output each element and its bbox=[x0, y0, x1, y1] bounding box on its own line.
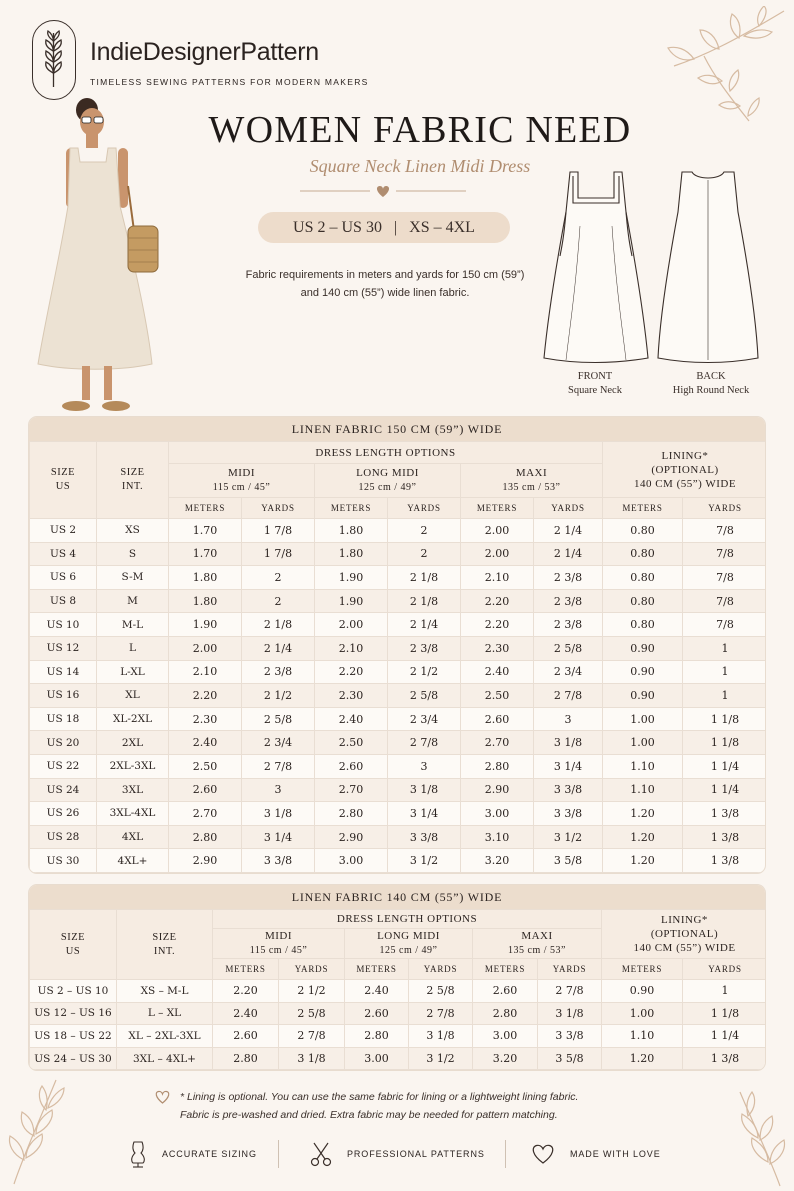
page-title: WOMEN FABRIC NEED bbox=[208, 109, 632, 151]
table-cell: 3 1/8 bbox=[534, 731, 603, 755]
table-cell: 2 5/8 bbox=[409, 980, 473, 1003]
table-cell: 7/8 bbox=[683, 589, 767, 613]
cell-size-int: S-M bbox=[97, 566, 169, 590]
table-cell: 2 7/8 bbox=[242, 754, 315, 778]
header-meters: METERS bbox=[602, 959, 683, 980]
header-midi: MIDI 115 cm / 45” bbox=[213, 929, 345, 959]
table-title: LINEN FABRIC 140 CM (55”) WIDE bbox=[29, 885, 765, 909]
table-cell: 2.90 bbox=[169, 849, 242, 873]
cell-size-us: US 16 bbox=[30, 684, 97, 708]
heart-outline-icon bbox=[154, 1090, 171, 1104]
cell-size-us: US 26 bbox=[30, 802, 97, 826]
back-sketch bbox=[656, 166, 760, 364]
front-sublabel: Square Neck bbox=[568, 385, 622, 396]
table-cell: 2 5/8 bbox=[388, 684, 461, 708]
table-cell: 3 5/8 bbox=[538, 1047, 602, 1070]
cell-size-us: US 24 bbox=[30, 778, 97, 802]
footnote-line: Fabric is pre-washed and dried. Extra fabric may be needed for pattern matching. bbox=[180, 1109, 558, 1121]
table-cell: 0.90 bbox=[603, 636, 683, 660]
cell-size-us: US 4 bbox=[30, 542, 97, 566]
cell-size-int: 2XL bbox=[97, 731, 169, 755]
table-row bbox=[30, 1002, 767, 1025]
dress-form-icon bbox=[128, 1139, 148, 1169]
table-cell: 2 bbox=[388, 519, 461, 543]
table-cell: 2.60 bbox=[213, 1025, 279, 1048]
table-cell: 1.10 bbox=[603, 754, 683, 778]
table-cell: 2 3/4 bbox=[388, 707, 461, 731]
table-cell: 1 7/8 bbox=[242, 542, 315, 566]
feature-label: ACCURATE SIZING bbox=[162, 1149, 257, 1159]
table-row bbox=[30, 731, 767, 755]
model-photo bbox=[30, 96, 165, 418]
footnote bbox=[180, 1088, 578, 1124]
table-cell: 1 bbox=[683, 636, 767, 660]
table-cell: 1.80 bbox=[169, 566, 242, 590]
table-cell: 2.40 bbox=[315, 707, 388, 731]
table-cell: 3 bbox=[388, 754, 461, 778]
back-sketch-label bbox=[656, 370, 766, 398]
header-lining: LINING* (OPTIONAL) 140 CM (55”) WIDE bbox=[603, 442, 767, 498]
table-cell: 3 1/8 bbox=[538, 1002, 602, 1025]
leaf-sprig-icon bbox=[33, 21, 74, 98]
table-row bbox=[30, 802, 767, 826]
table-row bbox=[30, 849, 767, 873]
table-cell: 3.10 bbox=[461, 825, 534, 849]
table-cell: 3 3/8 bbox=[534, 778, 603, 802]
table-cell: 7/8 bbox=[683, 566, 767, 590]
table-cell: 3 1/8 bbox=[279, 1047, 345, 1070]
header-lining: LINING* (OPTIONAL) 140 CM (55”) WIDE bbox=[602, 910, 767, 959]
table-cell: 7/8 bbox=[683, 519, 767, 543]
cell-size-int: 2XL-3XL bbox=[97, 754, 169, 778]
table-cell: 1.90 bbox=[315, 566, 388, 590]
cell-size-int: 3XL-4XL bbox=[97, 802, 169, 826]
table-cell: 2 1/2 bbox=[388, 660, 461, 684]
table-cell: 1.70 bbox=[169, 519, 242, 543]
botanical-branch-icon bbox=[4, 1074, 78, 1186]
cell-size-us: US 14 bbox=[30, 660, 97, 684]
table-cell: 2 7/8 bbox=[279, 1025, 345, 1048]
table-cell: 1.20 bbox=[602, 1047, 683, 1070]
cell-size-int: L – XL bbox=[117, 1002, 213, 1025]
table-cell: 1 1/4 bbox=[683, 778, 767, 802]
table-cell: 2.10 bbox=[315, 636, 388, 660]
header-maxi: MAXI 135 cm / 53” bbox=[461, 464, 603, 498]
header-size-int: SIZE INT. bbox=[117, 910, 213, 980]
table-row bbox=[30, 566, 767, 590]
table-cell: 3 3/8 bbox=[538, 1025, 602, 1048]
cell-size-int: XL-2XL bbox=[97, 707, 169, 731]
back-sublabel: High Round Neck bbox=[672, 385, 750, 396]
table-cell: 2.40 bbox=[461, 660, 534, 684]
header-yards: YARDS bbox=[534, 498, 603, 519]
table-cell: 1 bbox=[683, 980, 767, 1003]
table-cell: 2 3/8 bbox=[388, 636, 461, 660]
fabric-table-140 bbox=[28, 884, 766, 1071]
table-cell: 1.90 bbox=[169, 613, 242, 637]
cell-size-us: US 28 bbox=[30, 825, 97, 849]
header-yards: YARDS bbox=[683, 959, 767, 980]
table-cell: 1.00 bbox=[602, 1002, 683, 1025]
header-yards: YARDS bbox=[683, 498, 767, 519]
table-row bbox=[30, 660, 767, 684]
table-cell: 1.20 bbox=[603, 802, 683, 826]
feature-label: MADE WITH LOVE bbox=[570, 1149, 661, 1159]
cell-size-us: US 2 bbox=[30, 519, 97, 543]
table-cell: 1 1/8 bbox=[683, 707, 767, 731]
table-cell: 3 1/2 bbox=[409, 1047, 473, 1070]
table-cell: 2 bbox=[388, 542, 461, 566]
table-cell: 2.90 bbox=[461, 778, 534, 802]
table-cell: 1.10 bbox=[602, 1025, 683, 1048]
header-yards: YARDS bbox=[279, 959, 345, 980]
table-cell: 2.50 bbox=[461, 684, 534, 708]
table-cell: 3.00 bbox=[345, 1047, 409, 1070]
table-cell: 0.80 bbox=[603, 542, 683, 566]
cell-size-us: US 20 bbox=[30, 731, 97, 755]
table-cell: 2 1/8 bbox=[242, 613, 315, 637]
table-cell: 2.80 bbox=[315, 802, 388, 826]
cell-size-int: L bbox=[97, 636, 169, 660]
table-cell: 3 1/4 bbox=[534, 754, 603, 778]
table-cell: 1 1/8 bbox=[683, 1002, 767, 1025]
header-size-us: SIZE US bbox=[30, 442, 97, 519]
table-cell: 2.50 bbox=[169, 754, 242, 778]
table-cell: 0.90 bbox=[603, 684, 683, 708]
table-cell: 3.20 bbox=[461, 849, 534, 873]
table-cell: 2.40 bbox=[345, 980, 409, 1003]
table-cell: 1 bbox=[683, 684, 767, 708]
table-cell: 2 3/4 bbox=[534, 660, 603, 684]
front-sketch bbox=[540, 166, 650, 364]
table-cell: 2.80 bbox=[473, 1002, 538, 1025]
table-row bbox=[30, 825, 767, 849]
cell-size-int: 3XL bbox=[97, 778, 169, 802]
table-cell: 1.80 bbox=[315, 519, 388, 543]
cell-size-us: US 8 bbox=[30, 589, 97, 613]
heart-divider-icon bbox=[300, 184, 466, 198]
table-cell: 2.00 bbox=[461, 519, 534, 543]
table-cell: 1 7/8 bbox=[242, 519, 315, 543]
cell-size-us: US 30 bbox=[30, 849, 97, 873]
header-meters: METERS bbox=[473, 959, 538, 980]
table-cell: 3 1/8 bbox=[242, 802, 315, 826]
table-cell: 0.80 bbox=[603, 519, 683, 543]
table-body bbox=[30, 519, 767, 873]
table-cell: 1 bbox=[683, 660, 767, 684]
table-cell: 2.70 bbox=[461, 731, 534, 755]
table-cell: 2 5/8 bbox=[279, 1002, 345, 1025]
cell-size-us: US 12 – US 16 bbox=[30, 1002, 117, 1025]
table-cell: 2.70 bbox=[315, 778, 388, 802]
table-cell: 2 3/8 bbox=[242, 660, 315, 684]
brand-tagline: TIMELESS SEWING PATTERNS FOR MODERN MAKERS bbox=[90, 77, 369, 87]
table-cell: 2.80 bbox=[213, 1047, 279, 1070]
table-cell: 2 5/8 bbox=[534, 636, 603, 660]
front-label: FRONT bbox=[577, 371, 613, 382]
table-cell: 2 3/4 bbox=[242, 731, 315, 755]
cell-size-us: US 6 bbox=[30, 566, 97, 590]
table-row bbox=[30, 778, 767, 802]
table-cell: 2.60 bbox=[473, 980, 538, 1003]
table-cell: 2.30 bbox=[461, 636, 534, 660]
table-cell: 2.80 bbox=[345, 1025, 409, 1048]
cell-size-us: US 22 bbox=[30, 754, 97, 778]
table-cell: 2.60 bbox=[315, 754, 388, 778]
table-cell: 2.60 bbox=[345, 1002, 409, 1025]
header-long-midi: LONG MIDI 125 cm / 49” bbox=[345, 929, 473, 959]
header-meters: METERS bbox=[213, 959, 279, 980]
table-cell: 2 bbox=[242, 566, 315, 590]
table-cell: 2.20 bbox=[461, 613, 534, 637]
table-cell: 7/8 bbox=[683, 542, 767, 566]
table-cell: 3 bbox=[242, 778, 315, 802]
cell-size-us: US 12 bbox=[30, 636, 97, 660]
size-range-badge: US 2 – US 30 | XS – 4XL bbox=[258, 212, 510, 243]
feature-item bbox=[128, 1139, 278, 1169]
back-label: BACK bbox=[696, 371, 726, 382]
features-bar bbox=[128, 1138, 668, 1170]
cell-size-int: S bbox=[97, 542, 169, 566]
table-cell: 1.90 bbox=[315, 589, 388, 613]
table-cell: 3 1/4 bbox=[242, 825, 315, 849]
botanical-branch-icon bbox=[716, 1086, 790, 1188]
table-cell: 2 1/2 bbox=[242, 684, 315, 708]
cell-size-us: US 2 – US 10 bbox=[30, 980, 117, 1003]
table-cell: 1.20 bbox=[603, 825, 683, 849]
table-cell: 1 1/8 bbox=[683, 731, 767, 755]
table-cell: 1 1/4 bbox=[683, 1025, 767, 1048]
cell-size-int: 4XL bbox=[97, 825, 169, 849]
heart-icon bbox=[530, 1143, 556, 1165]
table-cell: 1.00 bbox=[603, 707, 683, 731]
table-cell: 1 1/4 bbox=[683, 754, 767, 778]
table-cell: 1 3/8 bbox=[683, 802, 767, 826]
table-cell: 2.80 bbox=[169, 825, 242, 849]
cell-size-us: US 18 – US 22 bbox=[30, 1025, 117, 1048]
table-cell: 2.90 bbox=[315, 825, 388, 849]
table-cell: 2 1/8 bbox=[388, 589, 461, 613]
table-cell: 1.70 bbox=[169, 542, 242, 566]
table-cell: 3 3/8 bbox=[534, 802, 603, 826]
table-cell: 1.00 bbox=[603, 731, 683, 755]
table-cell: 3 bbox=[534, 707, 603, 731]
table-cell: 7/8 bbox=[683, 613, 767, 637]
intro-text bbox=[220, 266, 550, 302]
table-cell: 2 1/4 bbox=[534, 542, 603, 566]
table-row bbox=[30, 754, 767, 778]
table-cell: 2 3/8 bbox=[534, 589, 603, 613]
table-cell: 2 bbox=[242, 589, 315, 613]
table-cell: 2.30 bbox=[169, 707, 242, 731]
table-row bbox=[30, 980, 767, 1003]
header-meters: METERS bbox=[461, 498, 534, 519]
table-cell: 3.00 bbox=[473, 1025, 538, 1048]
cell-size-int: XL bbox=[97, 684, 169, 708]
table-cell: 2.20 bbox=[169, 684, 242, 708]
table-cell: 2.00 bbox=[169, 636, 242, 660]
fabric-table-150 bbox=[28, 416, 766, 874]
header-yards: YARDS bbox=[242, 498, 315, 519]
table-cell: 2.10 bbox=[169, 660, 242, 684]
cell-size-int: M-L bbox=[97, 613, 169, 637]
table-cell: 2 1/4 bbox=[388, 613, 461, 637]
cell-size-int: 4XL+ bbox=[97, 849, 169, 873]
table-cell: 0.80 bbox=[603, 613, 683, 637]
table-cell: 3 3/8 bbox=[388, 825, 461, 849]
table-row bbox=[30, 589, 767, 613]
intro-line: Fabric requirements in meters and yards for 150 cm (59”) bbox=[245, 269, 525, 281]
feature-label: PROFESSIONAL PATTERNS bbox=[347, 1149, 485, 1159]
table-cell: 2 1/4 bbox=[242, 636, 315, 660]
footnote-line: * Lining is optional. You can use the same fabric for lining or a lightweight lining fabric. bbox=[180, 1091, 579, 1103]
table-cell: 3.20 bbox=[473, 1047, 538, 1070]
intro-line: and 140 cm (55”) wide linen fabric. bbox=[300, 287, 470, 299]
header-meters: METERS bbox=[315, 498, 388, 519]
header-yards: YARDS bbox=[409, 959, 473, 980]
table-cell: 3 1/2 bbox=[388, 849, 461, 873]
table-cell: 2.40 bbox=[169, 731, 242, 755]
table-cell: 0.80 bbox=[603, 566, 683, 590]
table-cell: 1.20 bbox=[603, 849, 683, 873]
table-body bbox=[30, 980, 767, 1070]
header-midi: MIDI 115 cm / 45” bbox=[169, 464, 315, 498]
header-meters: METERS bbox=[603, 498, 683, 519]
table-row bbox=[30, 636, 767, 660]
cell-size-us: US 10 bbox=[30, 613, 97, 637]
cell-size-us: US 18 bbox=[30, 707, 97, 731]
table-row bbox=[30, 519, 767, 543]
table-cell: 2 7/8 bbox=[409, 1002, 473, 1025]
cell-size-int: L-XL bbox=[97, 660, 169, 684]
header-meters: METERS bbox=[169, 498, 242, 519]
cell-size-us: US 24 – US 30 bbox=[30, 1047, 117, 1070]
table-cell: 2 5/8 bbox=[242, 707, 315, 731]
table-cell: 3 1/8 bbox=[409, 1025, 473, 1048]
fabric-table-grid bbox=[29, 909, 766, 1070]
header-size-us: SIZE US bbox=[30, 910, 117, 980]
table-cell: 2.60 bbox=[461, 707, 534, 731]
page-subtitle: Square Neck Linen Midi Dress bbox=[309, 156, 531, 176]
header-maxi: MAXI 135 cm / 53” bbox=[473, 929, 602, 959]
table-cell: 2.20 bbox=[315, 660, 388, 684]
cell-size-int: 3XL – 4XL+ bbox=[117, 1047, 213, 1070]
table-row bbox=[30, 1025, 767, 1048]
table-cell: 3 1/2 bbox=[534, 825, 603, 849]
table-cell: 2.60 bbox=[169, 778, 242, 802]
cell-size-int: XS bbox=[97, 519, 169, 543]
table-cell: 2.50 bbox=[315, 731, 388, 755]
cell-size-int: XS – M-L bbox=[117, 980, 213, 1003]
header-meters: METERS bbox=[345, 959, 409, 980]
table-cell: 2 1/4 bbox=[534, 519, 603, 543]
table-row bbox=[30, 542, 767, 566]
table-cell: 2.70 bbox=[169, 802, 242, 826]
table-cell: 3 1/4 bbox=[388, 802, 461, 826]
table-cell: 1.80 bbox=[315, 542, 388, 566]
table-cell: 1.10 bbox=[603, 778, 683, 802]
header-dress-length: DRESS LENGTH OPTIONS bbox=[169, 442, 603, 464]
table-cell: 2.30 bbox=[315, 684, 388, 708]
table-row bbox=[30, 707, 767, 731]
table-title: LINEN FABRIC 150 CM (59”) WIDE bbox=[29, 417, 765, 441]
table-cell: 3 1/8 bbox=[388, 778, 461, 802]
table-cell: 2 1/2 bbox=[279, 980, 345, 1003]
header-long-midi: LONG MIDI 125 cm / 49” bbox=[315, 464, 461, 498]
table-cell: 0.80 bbox=[603, 589, 683, 613]
cell-size-int: M bbox=[97, 589, 169, 613]
table-row bbox=[30, 613, 767, 637]
table-cell: 2.80 bbox=[461, 754, 534, 778]
table-cell: 2 7/8 bbox=[538, 980, 602, 1003]
scissors-icon bbox=[309, 1141, 333, 1167]
table-cell: 1 3/8 bbox=[683, 825, 767, 849]
table-row bbox=[30, 684, 767, 708]
cell-size-int: XL – 2XL-3XL bbox=[117, 1025, 213, 1048]
header-size-int: SIZE INT. bbox=[97, 442, 169, 519]
table-cell: 1 3/8 bbox=[683, 1047, 767, 1070]
fabric-table-grid bbox=[29, 441, 766, 873]
feature-item bbox=[279, 1141, 505, 1167]
table-cell: 2 1/8 bbox=[388, 566, 461, 590]
table-cell: 2 3/8 bbox=[534, 566, 603, 590]
brand-name: IndieDesignerPattern bbox=[90, 38, 319, 66]
table-cell: 2 3/8 bbox=[534, 613, 603, 637]
table-cell: 0.90 bbox=[602, 980, 683, 1003]
table-cell: 2 7/8 bbox=[388, 731, 461, 755]
table-cell: 2.40 bbox=[213, 1002, 279, 1025]
table-cell: 2.20 bbox=[461, 589, 534, 613]
table-cell: 0.90 bbox=[603, 660, 683, 684]
logo-badge bbox=[32, 20, 76, 100]
table-cell: 1 3/8 bbox=[683, 849, 767, 873]
table-cell: 3.00 bbox=[461, 802, 534, 826]
table-cell: 2.00 bbox=[461, 542, 534, 566]
feature-item bbox=[506, 1143, 661, 1165]
table-cell: 3 3/8 bbox=[242, 849, 315, 873]
header-yards: YARDS bbox=[538, 959, 602, 980]
table-cell: 2.20 bbox=[213, 980, 279, 1003]
table-cell: 3 5/8 bbox=[534, 849, 603, 873]
header-yards: YARDS bbox=[388, 498, 461, 519]
front-sketch-label bbox=[545, 370, 645, 398]
table-row bbox=[30, 1047, 767, 1070]
table-cell: 2.10 bbox=[461, 566, 534, 590]
table-cell: 2.00 bbox=[315, 613, 388, 637]
table-cell: 2 7/8 bbox=[534, 684, 603, 708]
table-cell: 3.00 bbox=[315, 849, 388, 873]
table-cell: 1.80 bbox=[169, 589, 242, 613]
header-dress-length: DRESS LENGTH OPTIONS bbox=[213, 910, 602, 929]
